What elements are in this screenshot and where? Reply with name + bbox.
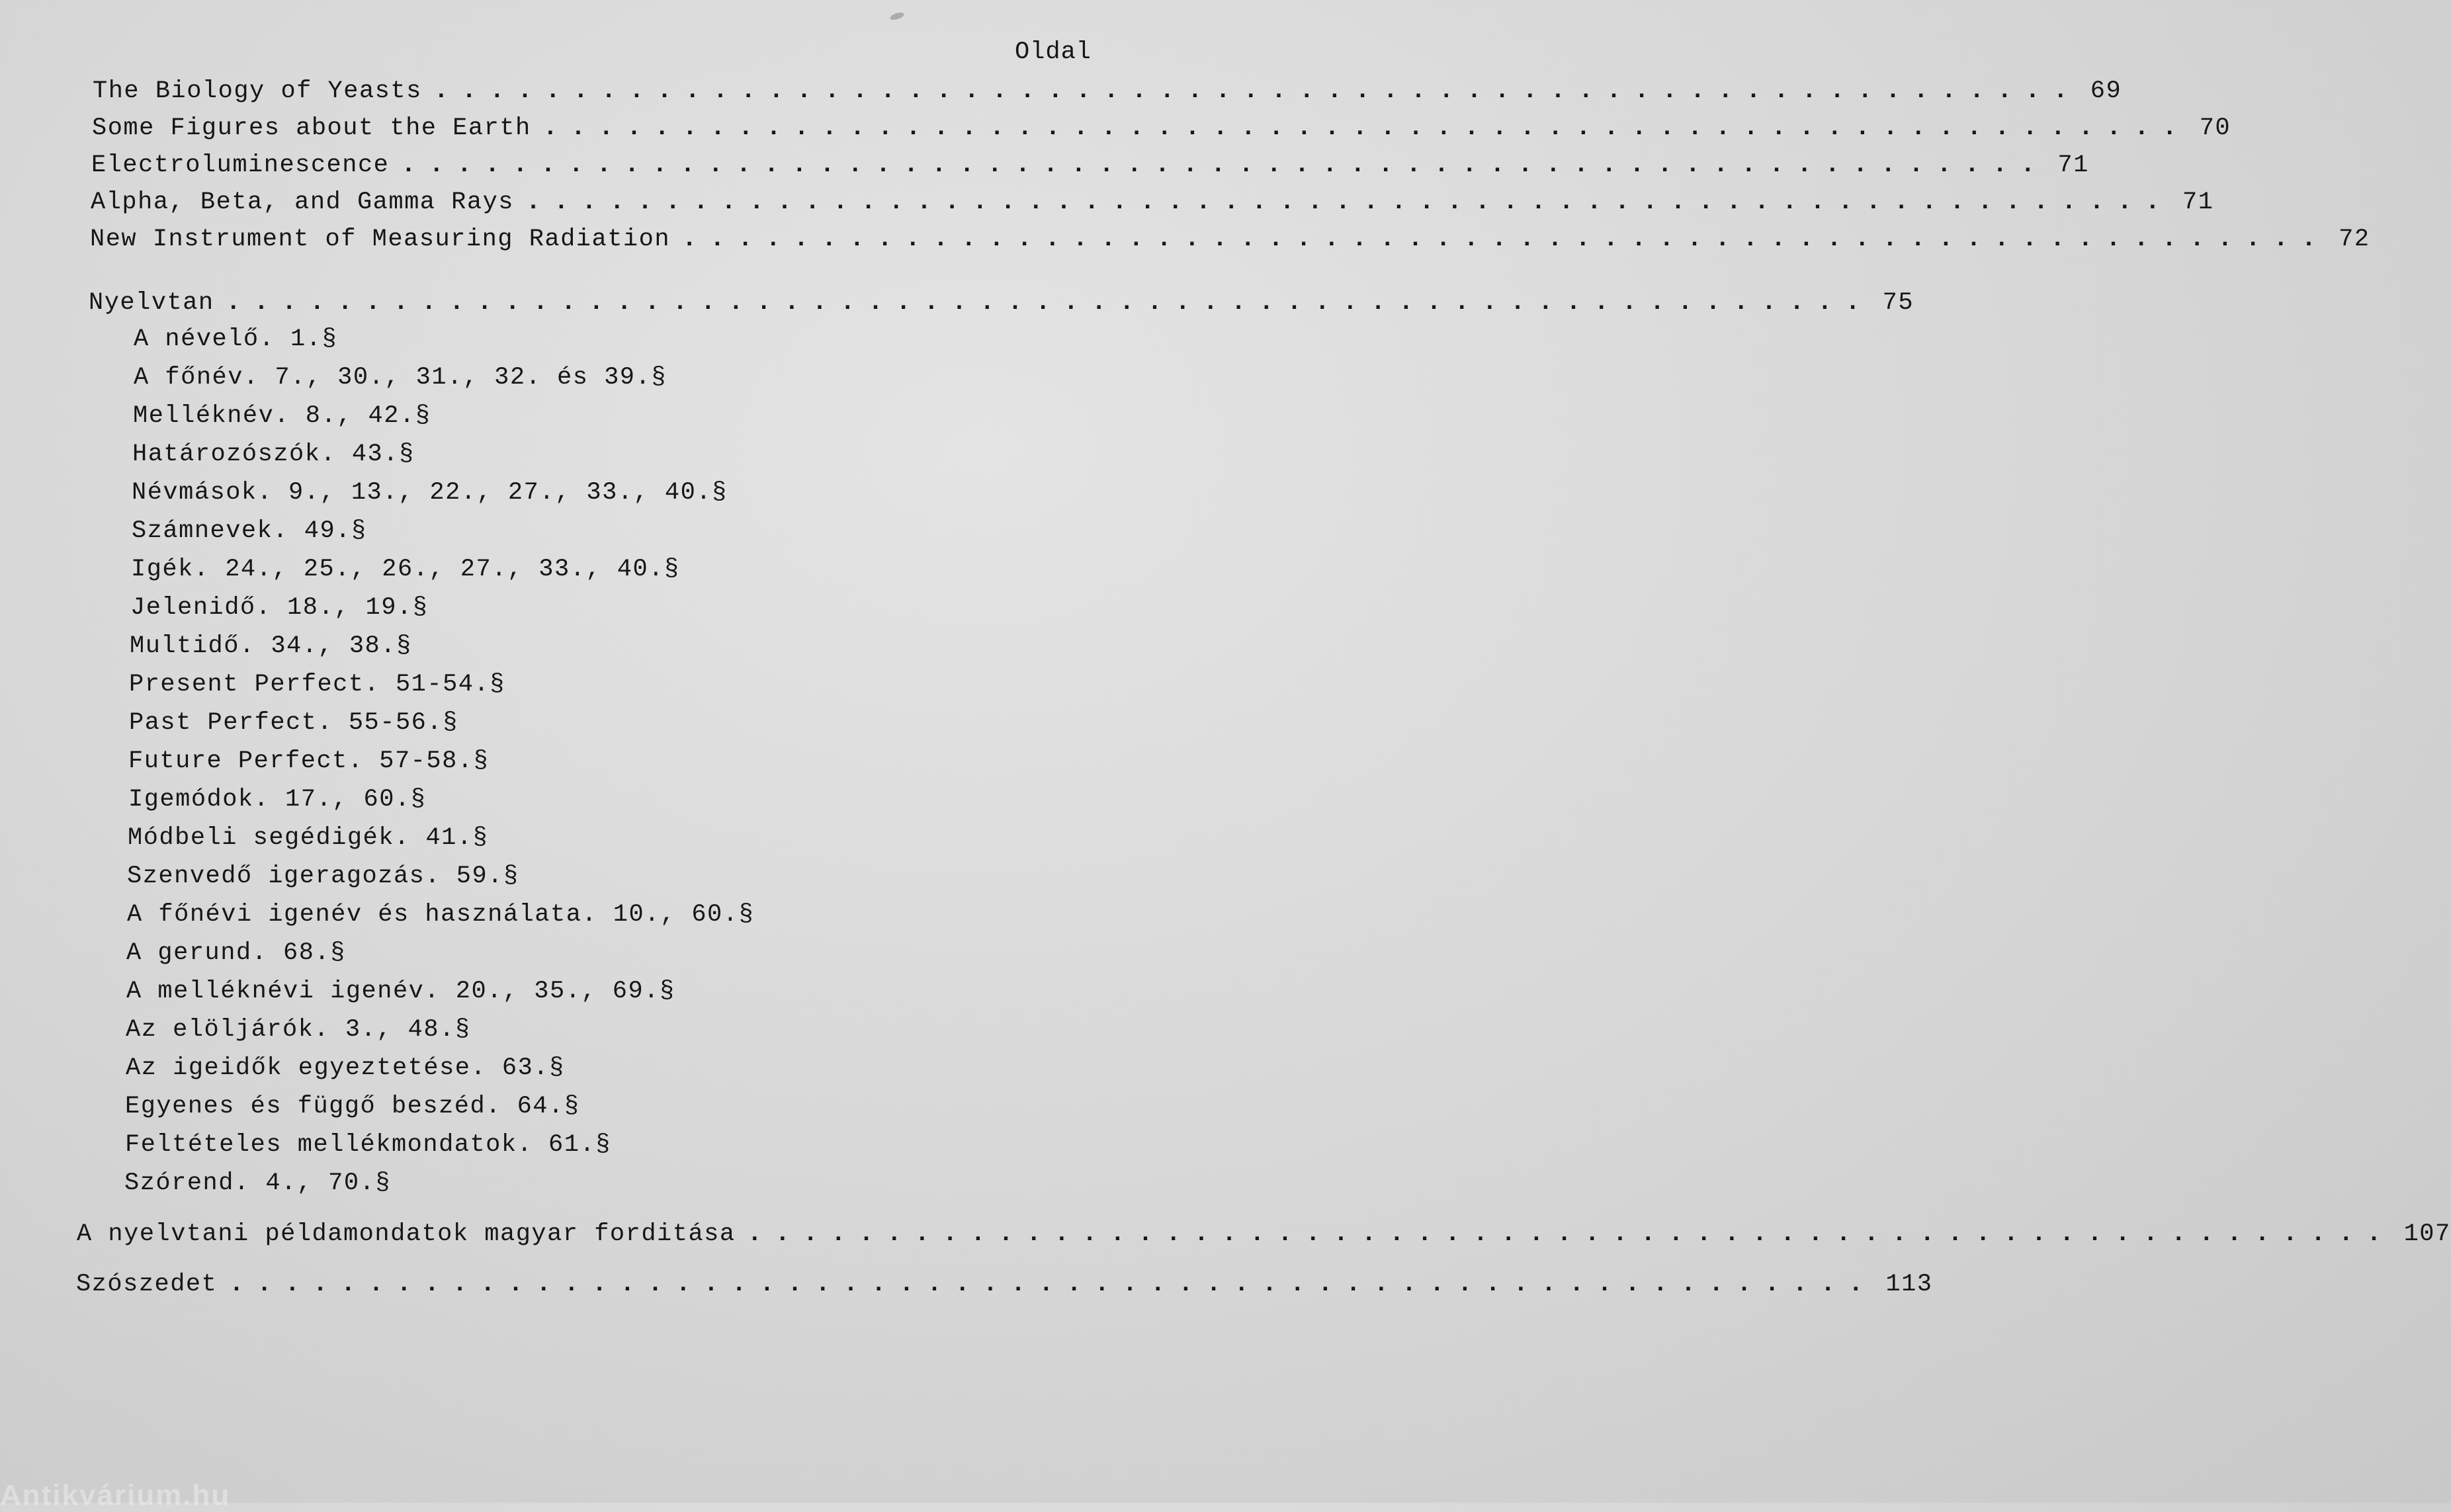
toc-section bbox=[89, 284, 1914, 321]
grammar-topic-list bbox=[126, 320, 754, 1202]
dot-leader: ........................................................... bbox=[433, 77, 2081, 105]
grammar-topic: Határozószók. 43.§ bbox=[132, 441, 415, 468]
grammar-topic: Számnevek. 49.§ bbox=[132, 517, 367, 545]
watermark: Antikvárium.hu bbox=[0, 1479, 231, 1511]
toc-entry bbox=[90, 221, 2370, 258]
toc-entry bbox=[92, 110, 2231, 147]
grammar-topic: Feltételes mellékmondatok. 61.§ bbox=[125, 1131, 611, 1159]
grammar-topic: Az elöljárók. 3., 48.§ bbox=[126, 1016, 471, 1044]
grammar-topic: Igék. 24., 25., 26., 27., 33., 40.§ bbox=[131, 556, 680, 583]
toc-entry-page: 70 bbox=[2199, 114, 2231, 142]
toc-entry-title: A nyelvtani példamondatok magyar forditása bbox=[77, 1220, 736, 1248]
toc-entry bbox=[93, 73, 2122, 110]
toc-entry-title: New Instrument of Measuring Radiation bbox=[90, 226, 671, 253]
dot-leader: ........................................................... bbox=[526, 189, 2174, 216]
toc-entry-title: Alpha, Beta, and Gamma Rays bbox=[91, 189, 514, 216]
grammar-topic: Multidő. 34., 38.§ bbox=[130, 632, 412, 660]
grammar-topic: Szenvedő igeragozás. 59.§ bbox=[127, 862, 519, 890]
grammar-topic: A főnévi igenév és használata. 10., 60.§ bbox=[127, 901, 755, 929]
grammar-topic: A gerund. 68.§ bbox=[126, 939, 346, 967]
dot-leader: ........................................................... bbox=[542, 114, 2190, 142]
grammar-topic: Future Perfect. 57-58.§ bbox=[128, 747, 490, 775]
dot-leader: ........................................................... bbox=[401, 151, 2049, 179]
ink-smudge bbox=[889, 11, 905, 21]
grammar-topic: Jelenidő. 18., 19.§ bbox=[130, 594, 429, 622]
grammar-topic: Szórend. 4., 70.§ bbox=[124, 1169, 391, 1197]
grammar-topic: A főnév. 7., 30., 31., 32. és 39.§ bbox=[134, 364, 667, 392]
grammar-topic: Past Perfect. 55-56.§ bbox=[129, 709, 458, 737]
toc-entry-page: 71 bbox=[2057, 151, 2089, 179]
toc-entry bbox=[77, 1216, 2451, 1253]
grammar-topic: Névmások. 9., 13., 22., 27., 33., 40.§ bbox=[132, 479, 728, 507]
dot-leader: ........................................................... bbox=[747, 1220, 2395, 1248]
toc-entry-title: Some Figures about the Earth bbox=[92, 114, 531, 142]
toc-entry-title: Electroluminescence bbox=[91, 151, 390, 179]
grammar-topic: Egyenes és függő beszéd. 64.§ bbox=[125, 1093, 580, 1120]
grammar-topic: A névelő. 1.§ bbox=[134, 325, 338, 353]
toc-entry-page: 69 bbox=[2090, 77, 2122, 105]
toc-entry-title: The Biology of Yeasts bbox=[93, 77, 422, 105]
grammar-topic: Present Perfect. 51-54.§ bbox=[129, 671, 505, 698]
toc-entry-title: Szószedet bbox=[76, 1271, 218, 1298]
grammar-topic: A melléknévi igenév. 20., 35., 69.§ bbox=[126, 978, 675, 1005]
toc-section-title: Nyelvtan bbox=[89, 289, 214, 317]
dot-leader: ........................................................... bbox=[226, 289, 1873, 317]
grammar-topic: Módbeli segédigék. 41.§ bbox=[128, 824, 489, 852]
toc-entry bbox=[91, 184, 2214, 221]
toc-entry-page: 113 bbox=[1885, 1271, 1933, 1298]
toc-entry bbox=[91, 147, 2089, 184]
grammar-topic: Az igeidők egyeztetése. 63.§ bbox=[126, 1054, 565, 1082]
dot-leader: ........................................................... bbox=[682, 226, 2330, 253]
dot-leader: ........................................................... bbox=[229, 1271, 1877, 1298]
toc-entry-page: 72 bbox=[2339, 226, 2370, 253]
grammar-topic: Melléknév. 8., 42.§ bbox=[133, 402, 431, 430]
grammar-topic: Igemódok. 17., 60.§ bbox=[128, 786, 427, 814]
page-column-header: Oldal bbox=[1014, 38, 1092, 66]
toc-entry-page: 71 bbox=[2182, 189, 2214, 216]
toc-section-page: 75 bbox=[1882, 289, 1914, 317]
toc-entry bbox=[76, 1266, 1933, 1303]
toc-entry-page: 107 bbox=[2403, 1220, 2451, 1248]
